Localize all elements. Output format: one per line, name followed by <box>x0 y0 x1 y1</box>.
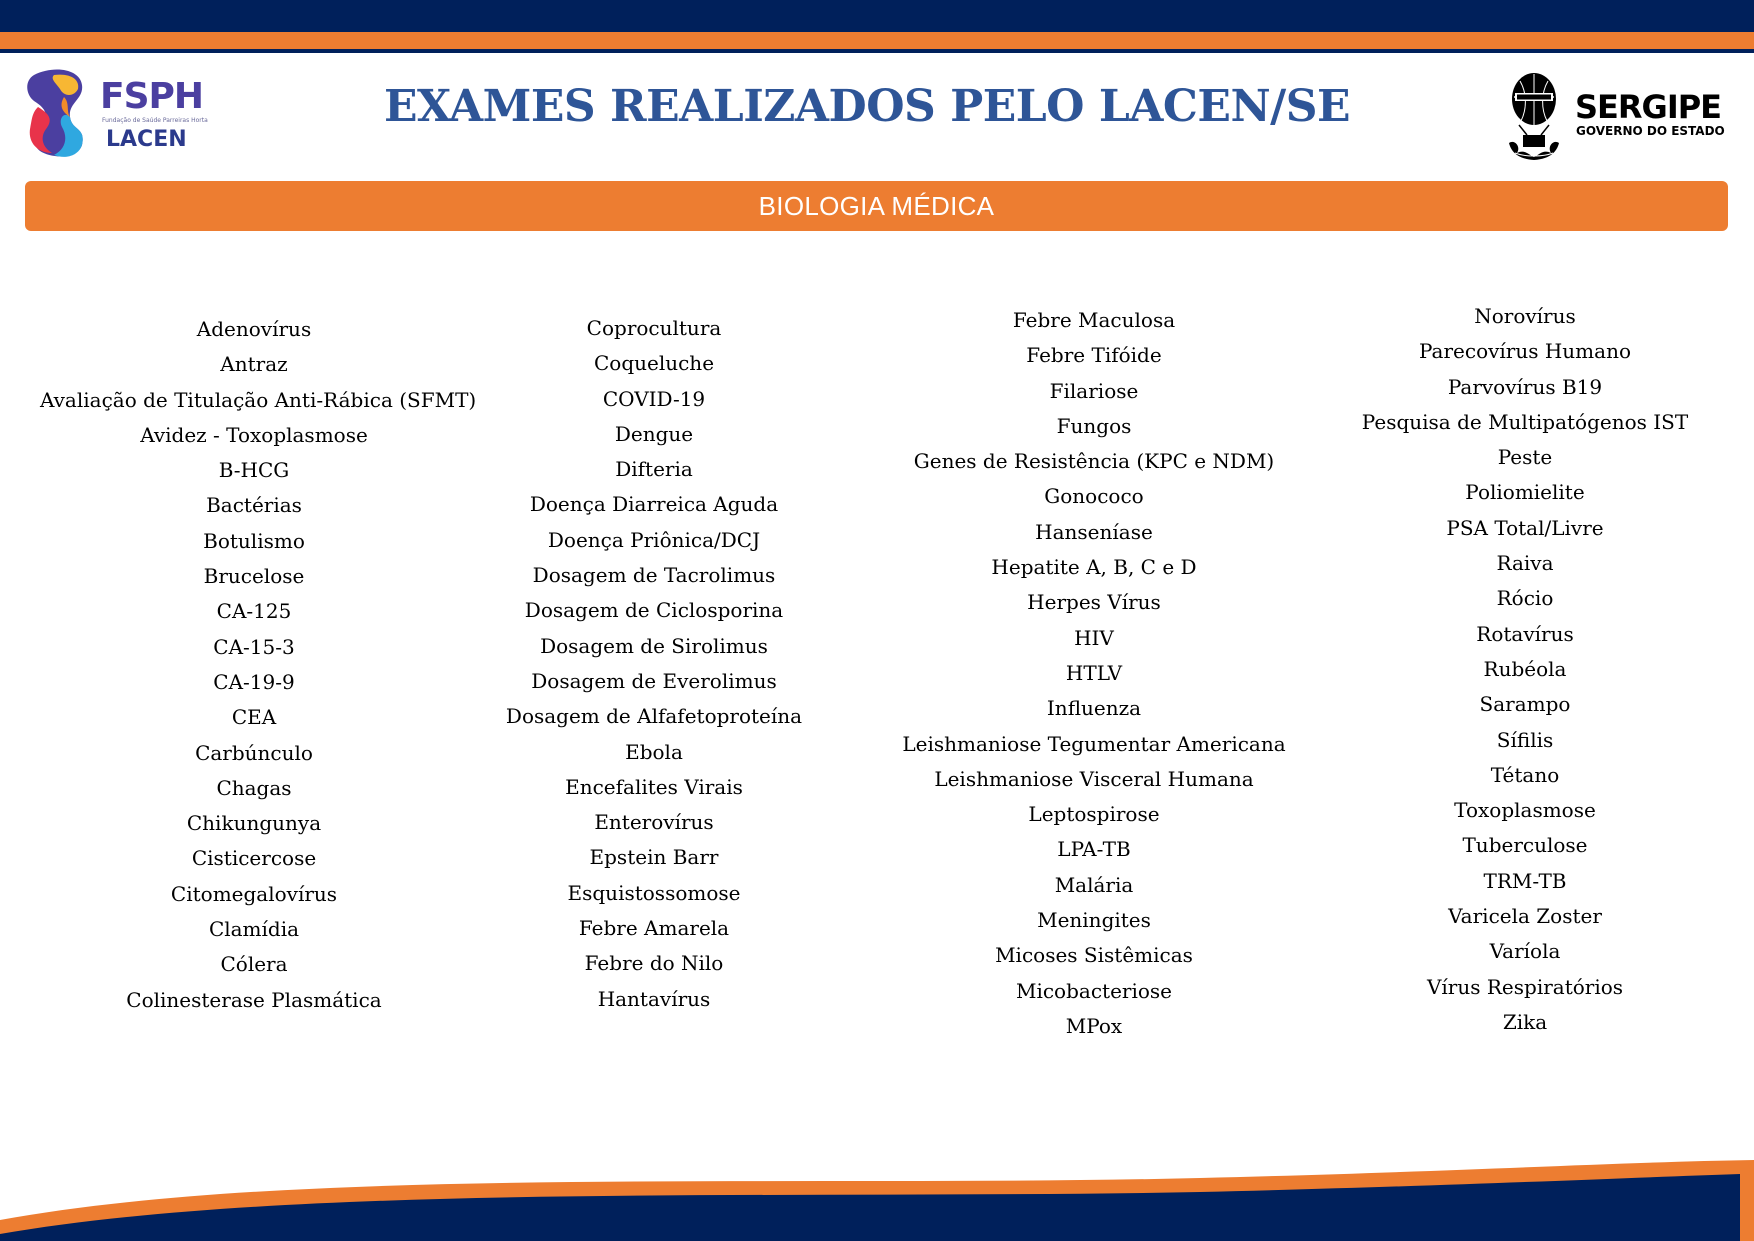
exam-item: Parecovírus Humano <box>1418 339 1631 364</box>
exam-item: HTLV <box>1065 660 1123 685</box>
exam-item: Fungos <box>1056 413 1132 438</box>
exam-item: Micoses Sistêmicas <box>995 943 1193 968</box>
exam-item: Hepatite A, B, C e D <box>991 555 1197 580</box>
top-band-orange <box>0 32 1754 49</box>
header <box>0 53 1754 178</box>
exam-item: Gonococo <box>1044 484 1144 509</box>
exam-item: Coqueluche <box>593 351 715 376</box>
exam-item: Tétano <box>1490 762 1560 787</box>
exam-item: Esquistossomose <box>567 880 741 905</box>
exam-item: Dosagem de Sirolimus <box>540 633 768 658</box>
exam-item: COVID-19 <box>602 386 706 411</box>
exam-item: Dosagem de Tacrolimus <box>532 563 776 588</box>
exam-item: Leptospirose <box>1028 802 1160 827</box>
exam-column-4 <box>1350 299 1700 1040</box>
exam-column-2 <box>480 311 828 1017</box>
exam-item: CA-15-3 <box>213 634 295 659</box>
exam-item: Varíola <box>1489 939 1561 964</box>
exam-item: Antraz <box>220 352 288 377</box>
governo-estado-label: GOVERNO DO ESTADO <box>1576 124 1725 138</box>
sergipe-seal-icon <box>1505 69 1563 161</box>
exam-item: Cisticercose <box>191 846 317 871</box>
exam-item: Varicela Zoster <box>1448 904 1602 929</box>
exam-item: Coprocultura <box>586 316 722 340</box>
exam-item: Toxoplasmose <box>1454 798 1596 823</box>
exam-item: Sarampo <box>1479 692 1571 717</box>
exam-item: Leishmaniose Tegumentar Americana <box>902 731 1286 756</box>
exam-item: PSA Total/Livre <box>1446 515 1604 540</box>
exam-item: Poliomielite <box>1465 480 1585 505</box>
exam-item: CA-19-9 <box>213 669 295 694</box>
exam-item: Leishmaniose Visceral Humana <box>934 766 1254 791</box>
exam-item: Bactérias <box>206 493 302 518</box>
exam-item: Botulismo <box>203 528 305 553</box>
exam-item: Genes de Resistência (KPC e NDM) <box>913 449 1275 474</box>
exam-item: Clamídia <box>208 917 300 942</box>
exam-item: Adenovírus <box>196 317 312 341</box>
fsph-lacen-logo <box>24 67 214 163</box>
exam-item: Parvovírus B19 <box>1447 374 1603 399</box>
exam-item: CA-125 <box>216 599 292 624</box>
exam-item: Dosagem de Everolimus <box>531 668 777 693</box>
fsph-wordmark: FSPH <box>100 76 204 117</box>
exam-item: MPox <box>1065 1013 1123 1038</box>
exam-item: Dosagem de Alfafetoproteína <box>505 704 803 729</box>
exam-item: Malária <box>1054 872 1134 897</box>
exam-item: Vírus Respiratórios <box>1426 974 1624 999</box>
exam-item: Enterovírus <box>594 810 714 835</box>
exam-item: CEA <box>231 705 277 730</box>
exam-item: Avaliação de Titulação Anti-Rábica (SFMT) <box>40 387 477 412</box>
footer-wave <box>0 1150 1754 1241</box>
exam-item: Febre Amarela <box>578 916 730 941</box>
sergipe-logo <box>1505 69 1735 165</box>
exam-item: Influenza <box>1046 696 1142 721</box>
exam-item: Filariose <box>1049 378 1139 403</box>
exam-item: Sífilis <box>1496 727 1554 752</box>
lacen-wordmark: LACEN <box>106 127 187 152</box>
exam-item: Rubéola <box>1483 656 1567 681</box>
exam-item: Citomegalovírus <box>170 881 338 906</box>
exam-item: Dosagem de Ciclosporina <box>524 598 784 623</box>
exam-item: Norovírus <box>1474 304 1576 328</box>
top-band-navy <box>0 0 1754 32</box>
exam-item: Pesquisa de Multipatógenos IST <box>1361 409 1689 434</box>
exam-item: Encefalites Virais <box>565 774 743 799</box>
exam-item: HIV <box>1074 625 1114 650</box>
exam-item: Doença Priônica/DCJ <box>547 527 761 552</box>
exam-item: B-HCG <box>218 458 290 483</box>
exam-item: Ebola <box>625 739 683 764</box>
fsph-subtitle: Fundação de Saúde Parreiras Horta <box>102 117 208 124</box>
page-title: EXAMES REALIZADOS PELO LACEN/SE <box>383 81 1351 132</box>
exam-item: Rotavírus <box>1476 621 1574 646</box>
exam-item: Carbúnculo <box>195 740 313 765</box>
exam-column-3 <box>885 303 1303 1044</box>
section-title: BIOLOGIA MÉDICA <box>758 190 995 221</box>
exam-column-1 <box>40 312 477 1018</box>
exam-item: Cólera <box>220 952 288 977</box>
exam-item: Raiva <box>1496 551 1554 576</box>
fsph-logo-icon <box>24 67 94 159</box>
exam-item: Febre Maculosa <box>1012 308 1176 332</box>
exam-item: TRM-TB <box>1483 868 1567 893</box>
exam-item: Difteria <box>615 457 693 482</box>
exam-item: Brucelose <box>203 564 305 589</box>
exam-item: Chagas <box>216 775 292 800</box>
exam-item: Herpes Vírus <box>1027 590 1161 615</box>
exam-item: Meningites <box>1037 908 1151 933</box>
exam-item: Rócio <box>1496 586 1554 611</box>
exam-item: Epstein Barr <box>589 845 719 870</box>
exam-item: Peste <box>1497 445 1553 470</box>
exam-item: Febre do Nilo <box>584 951 724 976</box>
exam-item: Zika <box>1502 1009 1548 1034</box>
exam-item: LPA-TB <box>1057 837 1131 862</box>
exam-item: Colinesterase Plasmática <box>126 987 382 1012</box>
sergipe-wordmark: SERGIPE <box>1575 88 1722 126</box>
exam-item: Tuberculose <box>1462 833 1588 858</box>
section-title-bar <box>25 181 1728 231</box>
exam-item: Avidez - Toxoplasmose <box>140 422 368 447</box>
exam-item: Febre Tifóide <box>1026 343 1162 368</box>
exam-item: Hanseníase <box>1035 519 1153 544</box>
exam-item: Doença Diarreica Aguda <box>529 492 779 517</box>
exam-item: Dengue <box>614 421 694 446</box>
exam-item: Hantavírus <box>597 986 711 1011</box>
exam-item: Micobacteriose <box>1015 978 1172 1003</box>
exam-item: Chikungunya <box>186 811 322 836</box>
